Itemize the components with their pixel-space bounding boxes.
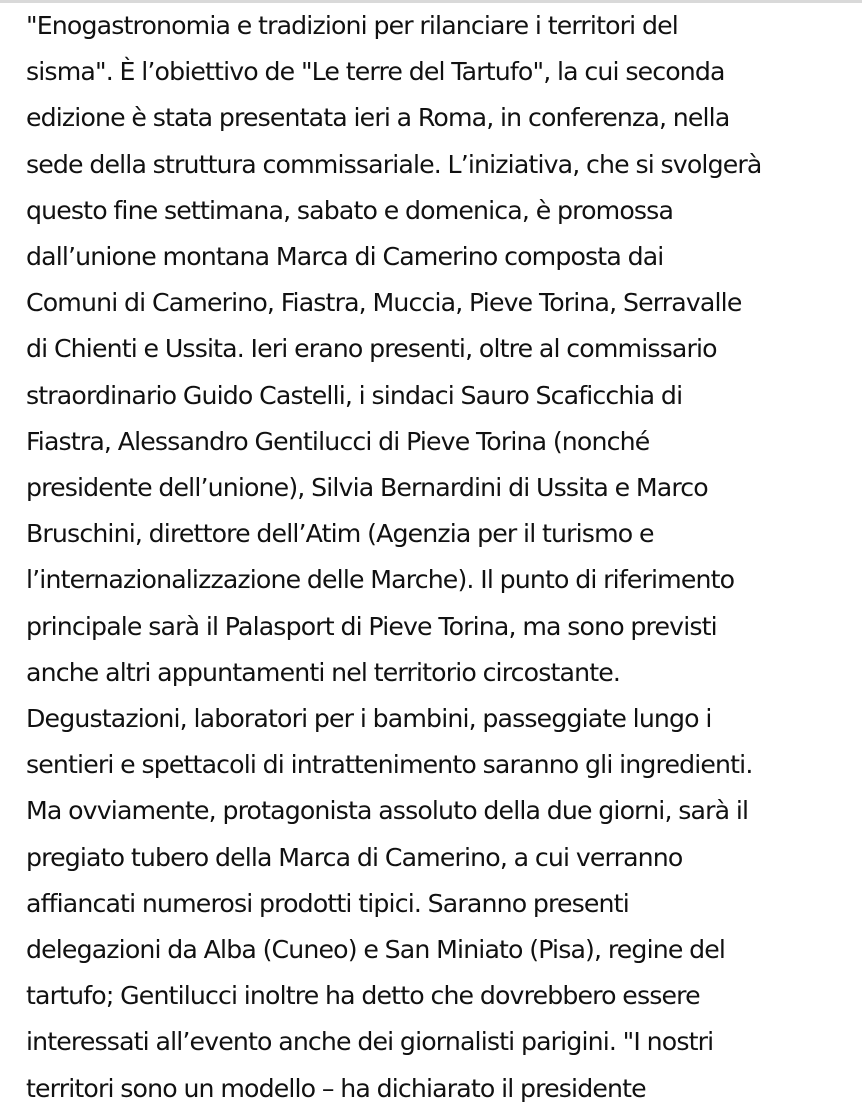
article-line: presidente dell’unione), Silvia Bernardini di Ussita e Marco <box>26 473 708 503</box>
article-line: pregiato tubero della Marca di Camerino, a cui verranno <box>26 842 683 872</box>
article-line: affiancati numerosi prodotti tipici. Saranno presenti <box>26 888 629 918</box>
article-line: edizione è stata presentata ieri a Roma, in conferenza, nella <box>26 103 730 133</box>
article-line: sentieri e spettacoli di intrattenimento saranno gli ingredienti. <box>26 750 753 780</box>
article-line: Comuni di Camerino, Fiastra, Muccia, Pieve Torina, Serravalle <box>26 288 742 318</box>
article-line: territori sono un modello – ha dichiarato il presidente <box>26 1073 646 1103</box>
article-line: Ma ovviamente, protagonista assoluto della due giorni, sarà il <box>26 796 749 826</box>
article-line: Fiastra, Alessandro Gentilucci di Pieve Torina (nonché <box>26 426 650 456</box>
article-line: interessati all’evento anche dei giornalisti parigini. "I nostri <box>26 1027 714 1057</box>
article-line: straordinario Guido Castelli, i sindaci Sauro Scaficchia di <box>26 380 683 410</box>
article-line: tartufo; Gentilucci inoltre ha detto che dovrebbero essere <box>26 981 700 1011</box>
article-line: anche altri appuntamenti nel territorio circostante. <box>26 657 621 687</box>
article-line: principale sarà il Palasport di Pieve Torina, ma sono previsti <box>26 611 717 641</box>
article-line: questo fine settimana, sabato e domenica, è promossa <box>26 195 674 225</box>
article-body <box>26 3 856 1112</box>
article-line: sisma". È l’obiettivo de "Le terre del Tartufo", la cui seconda <box>26 57 725 87</box>
article-line: Bruschini, direttore dell’Atim (Agenzia per il turismo e <box>26 519 654 549</box>
article-line: di Chienti e Ussita. Ieri erano presenti, oltre al commissario <box>26 334 717 364</box>
article-line: delegazioni da Alba (Cuneo) e San Miniato (Pisa), regine del <box>26 935 726 965</box>
article-line: dall’unione montana Marca di Camerino composta dai <box>26 242 664 272</box>
article-line: Degustazioni, laboratori per i bambini, passeggiate lungo i <box>26 704 712 734</box>
article-line: sede della struttura commissariale. L’iniziativa, che si svolgerà <box>26 149 762 179</box>
article-line: l’internazionalizzazione delle Marche). Il punto di riferimento <box>26 565 735 595</box>
article-line: "Enogastronomia e tradizioni per rilanciare i territori del <box>26 11 678 40</box>
